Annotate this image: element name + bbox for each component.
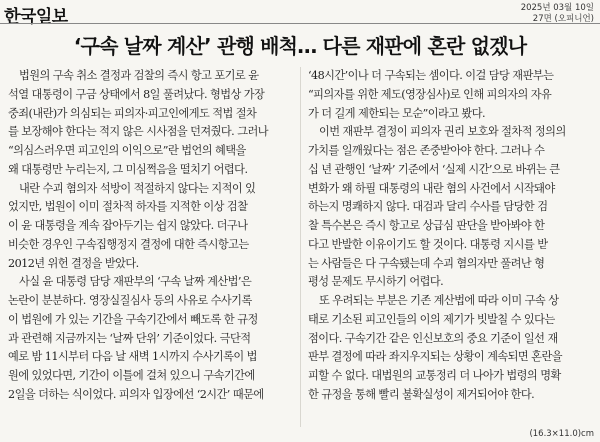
article-line: 피할 수 없다. 대법원의 교통정리 더 나아가 법령의 명확 (308, 369, 561, 382)
article-line: “의심스러우면 피고인의 이익으로”란 법언의 혜택을 (8, 144, 246, 157)
article-line: 변화가 왜 하필 대통령의 내란 혐의 사건에서 시작돼야 (308, 181, 555, 195)
article-line: 이 윤 대통령을 계속 잡아두기는 쉽지 않았다. 더구나 (8, 219, 248, 232)
article-line: 이번 재판부 결정이 피의자 권리 보호와 절차적 정의의 (319, 125, 566, 139)
article-line: 사실 윤 대통령 담당 재판부의 ‘구속 날짜 계산법’은 (19, 275, 252, 289)
publication-meta (521, 3, 594, 25)
newspaper-masthead: 한국일보 (4, 7, 68, 27)
article-line: ‘48시간’이나 더 구속되는 셈이다. 이걸 담당 재판부는 (308, 69, 554, 82)
article-line: 를 보장해야 한다는 적지 않은 시사점을 던져줬다. 그러나 (8, 125, 268, 139)
article-line: 었지만, 법원이 이미 절차적 하자를 지적한 이상 검찰 (8, 200, 248, 214)
publication-date: 2025년 03월 10일 (520, 3, 594, 13)
editorial-headline: ‘구속 날짜 계산’ 관행 배척… 다른 재판에 혼란 없겠나 (73, 34, 527, 58)
article-line: 평성 문제도 무시하기 어렵다. (308, 275, 444, 289)
page-section: 27면 (오피니언) (532, 14, 594, 24)
article-column-left (8, 67, 294, 405)
article-line: 한 규정을 통해 빨리 불확실성이 제거되어야 한다. (308, 387, 535, 401)
article-line: 비슷한 경우인 구속집행정지 결정에 대한 즉시항고는 (8, 237, 249, 251)
article-line: 판부 결정에 따라 좌지우지되는 상황이 계속되면 혼란을 (308, 350, 562, 364)
article-line: 원에 있었다면, 기간이 이틀에 걸쳐 있으니 구속기간에 (8, 369, 255, 382)
article-line: 찰 특수본은 즉시 항고로 상급심 판단을 받아봐야 한 (308, 219, 545, 232)
article-line: 는 사람들은 다 구속됐는데 수괴 혐의자만 풀려난 형 (308, 256, 545, 270)
article-line: 태로 기소된 피고인들의 이의 제기가 빗발칠 수 있다는 (308, 312, 555, 326)
article-line: 점이다. 구속기간 같은 인신보호의 중요 기준이 일선 재 (308, 331, 558, 345)
article-line: 또 우려되는 부분은 기존 계산법에 따라 이미 구속 상 (319, 294, 559, 307)
article-line: 논란이 분분하다. 영장실질심사 등의 사유로 수사기록 (8, 294, 252, 307)
article-line: 다고 반발한 이유이기도 할 것이다. 대통령 지시를 받 (308, 237, 548, 251)
article-line: 십 년 관행인 ‘날짜’ 기준에서 ‘실제 시간’으로 바뀌는 큰 (308, 162, 560, 176)
header-rule (0, 23, 600, 24)
article-line: 과 관련해 지금까지는 ‘날짜 단위’ 기준이었다. 극단적 (8, 331, 251, 345)
article-line: 법원의 구속 취소 결정과 검찰의 즉시 항고 포기로 윤 (19, 69, 259, 82)
article-line: 가치를 일깨웠다는 점은 존중받아야 한다. 그러나 수 (308, 144, 545, 157)
article-line: 왜 대통령만 누리는지, 그 미심쩍음을 떨치기 어렵다. (8, 162, 248, 176)
clipping-size-note: (16.3×11.0)cm (529, 429, 594, 439)
article-line: “피의자를 위한 제도(영장심사)로 인해 피의자의 자유 (308, 87, 552, 101)
article-line: 이 법원에 가 있는 기간을 구속기간에서 빼도록 한 규정 (8, 312, 258, 326)
article-line: 2012년 위헌 결정을 받았다. (8, 256, 139, 270)
article-line: 중죄(내란)가 의심되는 피의자·피고인에게도 적법 절차 (8, 106, 257, 120)
article-line: 예로 밤 11시부터 다음 날 새벽 1시까지 수사기록이 법 (8, 350, 257, 364)
article-line: 내란 수괴 혐의자 석방이 적절하지 않다는 지적이 있 (19, 181, 256, 195)
article-line: 하는지 명쾌하지 않다. 대검과 달리 수사를 담당한 검 (308, 200, 548, 214)
article-line: 석열 대통령이 구금 상태에서 8일 풀려났다. 형법상 가장 (8, 87, 265, 101)
article-column-right (308, 67, 594, 405)
article-line: 가 더 길게 제한되는 모순”이라고 봤다. (308, 106, 486, 120)
article-line: 2일을 더하는 식이었다. 피의자 입장에선 ‘2시간’ 때문에 (8, 387, 264, 401)
column-divider (300, 67, 301, 427)
